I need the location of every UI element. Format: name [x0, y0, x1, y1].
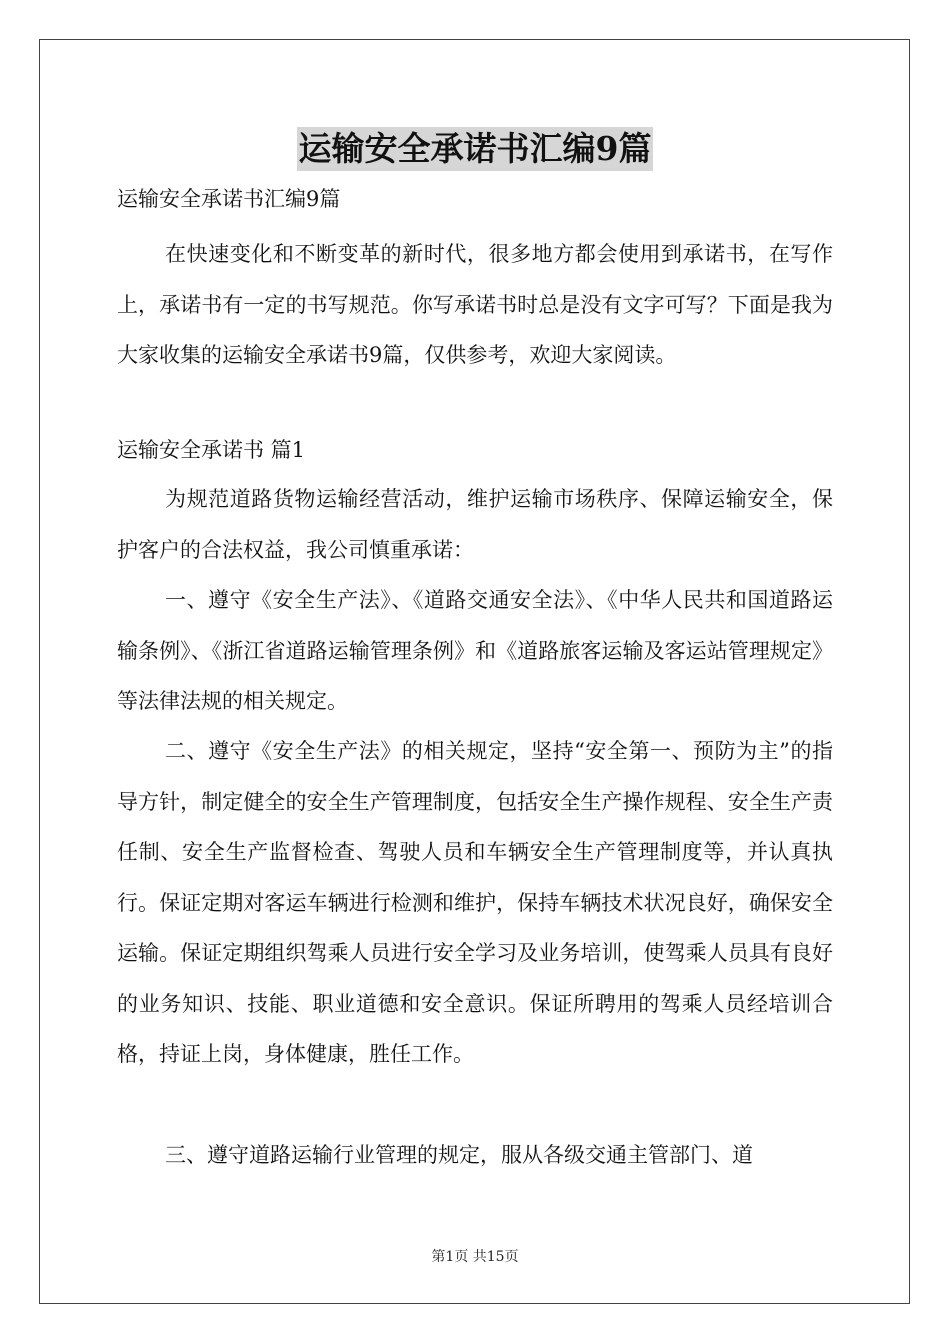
- body-paragraph: 二、遵守《安全生产法》的相关规定，坚持“安全第一、预防为主”的指导方针，制定健全的安全生产管理制度，包括安全生产操作规程、安全生产责任制、安全生产监督检查、驾驶人员和车辆安全生产管理制度等，并认真执行。保证定期对客运车辆进行检测和维护，保持车辆技术状况良好，确保安全运输。保证定期组织驾乘人员进行安全学习及业务培训，使驾乘人员具有良好的业务知识、技能、职业道德和安全意识。保证所聘用的驾乘人员经培训合格，持证上岗，身体健康，胜任工作。: [117, 739, 833, 1066]
- body-paragraph: 为规范道路货物运输经营活动，维护运输市场秩序、保障运输安全，保护客户的合法权益，我公司慎重承诺：: [117, 487, 833, 562]
- document-title: 运输安全承诺书汇编9篇: [297, 127, 654, 171]
- section-heading: 运输安全承诺书 篇1: [117, 438, 306, 462]
- body-paragraph: 一、遵守《安全生产法》、《道路交通安全法》、《中华人民共和国道路运输条例》、《浙江省道路运输管理条例》和《道路旅客运输及客运站管理规定》等法律法规的相关规定。: [117, 588, 833, 713]
- document-subtitle: 运输安全承诺书汇编9篇: [117, 187, 341, 211]
- page-footer: 第1页 共15页: [431, 1249, 519, 1265]
- title-container: [0, 127, 950, 171]
- body-paragraph: 三、遵守道路运输行业管理的规定，服从各级交通主管部门、道: [165, 1143, 753, 1167]
- intro-paragraph: 在快速变化和不断变革的新时代，很多地方都会使用到承诺书，在写作上，承诺书有一定的书写规范。你写承诺书时总是没有文字可写？下面是我为大家收集的运输安全承诺书9篇，仅供参考，欢迎大家阅读。: [117, 242, 833, 367]
